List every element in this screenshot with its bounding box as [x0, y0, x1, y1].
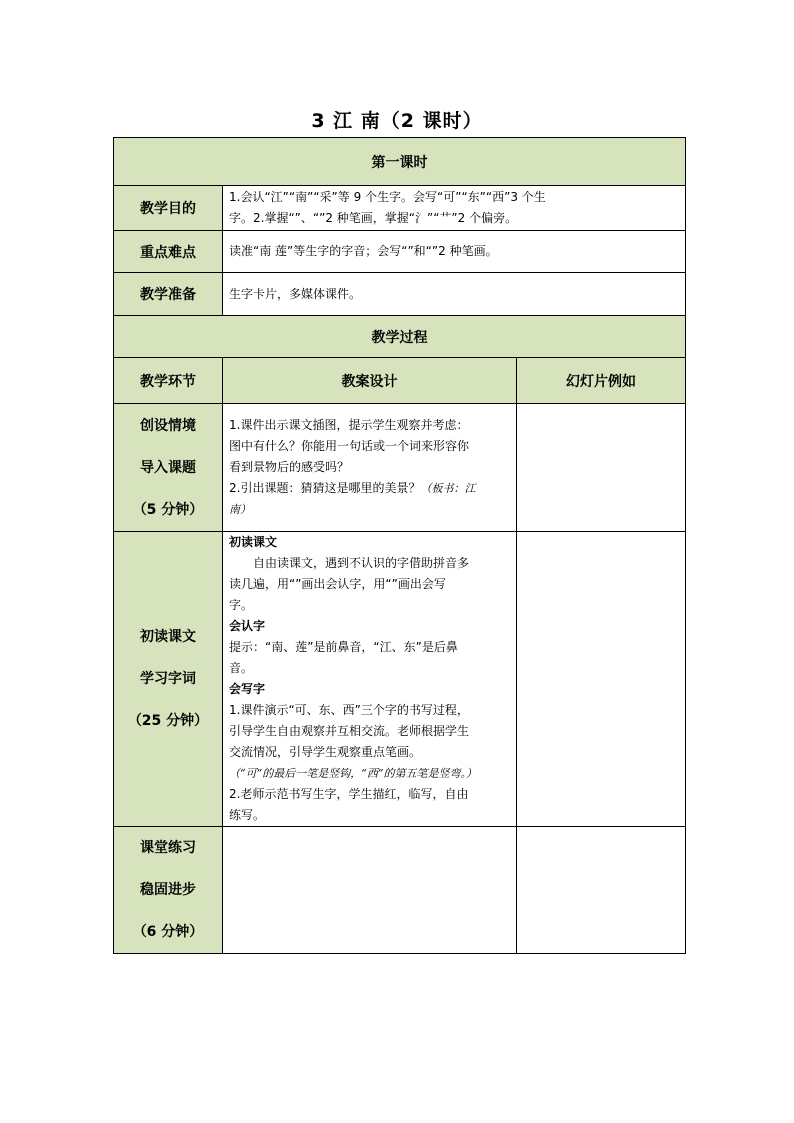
stage2-label: 初读课文 学习字词 （25 分钟） [114, 532, 223, 827]
stage3-slides [517, 827, 686, 954]
column-header-design: 教案设计 [223, 358, 517, 404]
process-header: 教学过程 [114, 316, 686, 358]
document-title: 3 江 南（2 课时） [311, 110, 483, 132]
column-header-slides: 幻灯片例如 [517, 358, 686, 404]
stage1-label: 创设情境 导入课题 （5 分钟） [114, 404, 223, 532]
stage1-design: 1.课件出示课文插图，提示学生观察并考虑： 图中有什么？你能用一句话或一个词来形容你 看到景物后的感受吗？ 2.引出课题：猜猜这是哪里的美景？（板书：江 南） [223, 404, 517, 532]
keypoint-label: 重点难点 [114, 231, 223, 273]
prep-content: 生字卡片，多媒体课件。 [223, 273, 686, 316]
prep-label: 教学准备 [114, 273, 223, 316]
objective-label: 教学目的 [114, 186, 223, 231]
column-header-stage: 教学环节 [114, 358, 223, 404]
stage3-label: 课堂练习 稳固进步 （6 分钟） [114, 827, 223, 954]
lesson-header: 第一课时 [114, 138, 686, 186]
keypoint-content: 读准“南 莲”等生字的字音；会写“”和“”2 种笔画。 [223, 231, 686, 273]
lesson-plan-table [113, 137, 686, 954]
stage2-slides [517, 532, 686, 827]
stage2-design: 初读课文 自由读课文，遇到不认识的字借助拼音多 读几遍，用“”画出会认字，用“”画出会写 字。 会认字 提示：“南、莲”是前鼻音，“江、东”是后鼻 音。 会写字 1.课件演示“可、东、西”三个字的书写过程， 引导学生自由观察并互相交流。老师根据学生 交流情况，引导学生观察重点笔画。 （“可”的最后一笔是竖钩，“西”的第五笔是竖弯。） 2.老师示范书写生字，学生描红，临写，自由 练写。 [223, 532, 517, 827]
stage1-slides [517, 404, 686, 532]
stage3-design [223, 827, 517, 954]
objective-content: 1.会认“江”“南”“采”等 9 个生字。会写“可”“东”“西”3 个生 字。2.掌握“”、“”2 种笔画，掌握“氵”“艹”2 个偏旁。 [223, 186, 686, 231]
